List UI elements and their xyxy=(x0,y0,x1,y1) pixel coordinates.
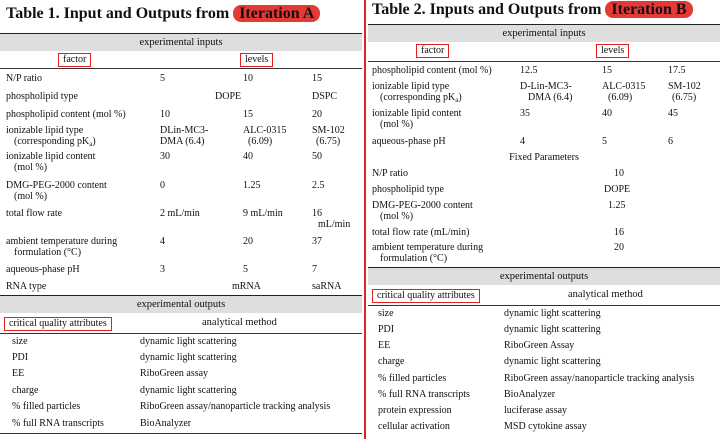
value-cell: DOPE xyxy=(604,184,631,195)
level-cell: 10 xyxy=(160,109,170,120)
level-cell: DLin-MC3- xyxy=(160,125,209,136)
level-cell: DOPE xyxy=(215,91,242,102)
method-cell: dynamic light scattering xyxy=(140,385,237,396)
level-cell-line2: DMA (6.4) xyxy=(528,92,573,103)
level-cell: 4 xyxy=(520,136,525,147)
method-cell: dynamic light scattering xyxy=(140,336,237,347)
method-cell: dynamic light scattering xyxy=(504,324,601,335)
method-cell: BioAnalyzer xyxy=(504,389,556,400)
attr-cell: % full RNA transcripts xyxy=(12,418,104,429)
inputs-header: experimental inputs xyxy=(502,28,586,39)
iteration-b-badge: Iteration B xyxy=(605,1,692,18)
method-cell: MSD cytokine assay xyxy=(504,421,587,432)
level-cell: 15 xyxy=(243,109,253,120)
level-cell: 40 xyxy=(243,151,253,162)
attr-cell: PDI xyxy=(12,352,29,363)
level-cell: 16 xyxy=(312,208,322,219)
attr-cell: protein expression xyxy=(378,405,452,416)
method-cell: RiboGreen assay/nanoparticle tracking analysis xyxy=(140,401,331,412)
level-cell: SM-102 xyxy=(312,125,345,136)
level-cell: 0 xyxy=(160,180,165,191)
factor-cell: ionizable lipid content xyxy=(372,108,462,119)
level-cell: mRNA xyxy=(232,281,261,292)
level-cell: 37 xyxy=(312,236,322,247)
factor-cell: aqueous-phase pH xyxy=(6,264,80,275)
inputs-header: experimental inputs xyxy=(139,37,223,48)
level-cell: 15 xyxy=(312,73,322,84)
table-1-title xyxy=(6,5,320,23)
level-cell: DSPC xyxy=(312,91,338,102)
attr-cell: cellular activation xyxy=(378,421,450,432)
level-cell-line2: mL/min xyxy=(318,219,351,230)
method-header: analytical method xyxy=(568,289,643,300)
attr-cell: % filled particles xyxy=(378,373,447,384)
level-cell: 2 mL/min xyxy=(160,208,200,219)
levels-header: levels xyxy=(240,53,273,67)
factor-cell-line2: (mol %) xyxy=(14,191,48,202)
attr-cell: % filled particles xyxy=(12,401,81,412)
level-cell: 9 mL/min xyxy=(243,208,283,219)
levels-header: levels xyxy=(596,44,629,58)
factor-cell: ionizable lipid type xyxy=(372,81,450,92)
level-cell: 50 xyxy=(312,151,322,162)
value-cell: 16 xyxy=(614,227,624,238)
factor-cell: ionizable lipid type xyxy=(6,125,84,136)
attr-cell: EE xyxy=(12,368,25,379)
method-cell: RiboGreen assay/nanoparticle tracking analysis xyxy=(504,373,695,384)
factor-cell: DMG-PEG-2000 content xyxy=(6,180,107,191)
table-2-panel xyxy=(368,0,720,439)
level-cell: ALC-0315 xyxy=(602,81,646,92)
value-cell: 20 xyxy=(614,242,624,253)
factor-cell: RNA type xyxy=(6,281,47,292)
outputs-header: experimental outputs xyxy=(499,271,589,282)
outputs-header: experimental outputs xyxy=(136,299,226,310)
panel-divider xyxy=(364,0,366,439)
value-cell: 1.25 xyxy=(608,200,626,211)
level-cell: 45 xyxy=(668,108,678,119)
iteration-a-badge: Iteration A xyxy=(233,5,320,22)
outputs-rule xyxy=(0,333,362,334)
factor-cell: total flow rate (mL/min) xyxy=(372,227,470,238)
level-cell: 10 xyxy=(243,73,253,84)
level-cell: saRNA xyxy=(312,281,342,292)
level-cell-line2: DMA (6.4) xyxy=(160,136,205,147)
factor-cell: phospholipid type xyxy=(6,91,78,102)
table-1-bottom-rule xyxy=(0,433,362,434)
header-rule xyxy=(0,68,362,69)
cqa-header: critical quality attributes xyxy=(4,317,112,331)
attr-cell: % full RNA transcripts xyxy=(378,389,470,400)
level-cell: SM-102 xyxy=(668,81,701,92)
value-cell: 10 xyxy=(614,168,624,179)
table-2-title xyxy=(372,1,693,19)
factor-cell: phospholipid type xyxy=(372,184,444,195)
level-cell: 2.5 xyxy=(312,180,325,191)
level-cell: 5 xyxy=(160,73,165,84)
factor-cell-line2: (corresponding $pK_a$) xyxy=(380,92,462,104)
level-cell: 7 xyxy=(312,264,317,275)
inputs-band xyxy=(0,33,362,51)
method-cell: dynamic light scattering xyxy=(140,352,237,363)
method-cell: BioAnalyzer xyxy=(140,418,192,429)
level-cell: 6 xyxy=(668,136,673,147)
attr-cell: charge xyxy=(378,356,405,367)
level-cell: ALC-0315 xyxy=(243,125,287,136)
method-header: analytical method xyxy=(202,317,277,328)
level-cell: 12.5 xyxy=(520,65,538,76)
factor-cell: ionizable lipid content xyxy=(6,151,96,162)
attr-cell: EE xyxy=(378,340,391,351)
level-cell: 3 xyxy=(160,264,165,275)
factor-cell-line2: (mol %) xyxy=(380,119,414,130)
method-cell: RiboGreen assay xyxy=(140,368,209,379)
attr-cell: charge xyxy=(12,385,39,396)
factor-header: factor xyxy=(58,53,91,67)
method-cell: dynamic light scattering xyxy=(504,308,601,319)
table-2-title-text: Table 2. Inputs and Outputs from xyxy=(372,1,602,18)
level-cell: 15 xyxy=(602,65,612,76)
table-1-title-text: Table 1. Input and Outputs from xyxy=(6,5,230,22)
level-cell: 17.5 xyxy=(668,65,686,76)
level-cell: 20 xyxy=(243,236,253,247)
inputs-band xyxy=(368,24,720,42)
method-cell: dynamic light scattering xyxy=(504,356,601,367)
level-cell: 4 xyxy=(160,236,165,247)
attr-cell: size xyxy=(378,308,394,319)
level-cell-line2: (6.09) xyxy=(608,92,633,103)
level-cell: 40 xyxy=(602,108,612,119)
level-cell-line2: (6.09) xyxy=(248,136,273,147)
factor-cell: phospholipid content (mol %) xyxy=(372,65,492,76)
attr-cell: PDI xyxy=(378,324,395,335)
header-rule xyxy=(368,61,720,62)
factor-cell-line2: (corresponding $pK_a$) xyxy=(14,136,96,148)
level-cell: 5 xyxy=(243,264,248,275)
fixed-params-header xyxy=(368,152,720,164)
factor-cell: N/P ratio xyxy=(6,73,43,84)
factor-cell-line2: (mol %) xyxy=(380,211,414,222)
factor-cell: total flow rate xyxy=(6,208,63,219)
level-cell: 30 xyxy=(160,151,170,162)
factor-cell: ambient temperature during xyxy=(372,242,484,253)
outputs-band xyxy=(0,295,362,313)
cqa-header: critical quality attributes xyxy=(372,289,480,303)
outputs-band xyxy=(368,267,720,285)
level-cell: 5 xyxy=(602,136,607,147)
factor-cell-line2: formulation (°C) xyxy=(380,253,448,264)
factor-cell: N/P ratio xyxy=(372,168,409,179)
factor-cell: ambient temperature during xyxy=(6,236,118,247)
factor-cell-line2: formulation (°C) xyxy=(14,247,82,258)
factor-cell: aqueous-phase pH xyxy=(372,136,446,147)
attr-cell: size xyxy=(12,336,28,347)
method-cell: RiboGreen Assay xyxy=(504,340,575,351)
factor-cell: DMG-PEG-2000 content xyxy=(372,200,473,211)
fixed-params-label: Fixed Parameters xyxy=(509,152,579,163)
level-cell-line2: (6.75) xyxy=(316,136,341,147)
factor-cell-line2: (mol %) xyxy=(14,162,48,173)
level-cell: 35 xyxy=(520,108,530,119)
level-cell: D-Lin-MC3- xyxy=(520,81,572,92)
factor-cell: phospholipid content (mol %) xyxy=(6,109,126,120)
level-cell-line2: (6.75) xyxy=(672,92,697,103)
method-cell: luciferase assay xyxy=(504,405,568,416)
outputs-rule xyxy=(368,305,720,306)
level-cell: 20 xyxy=(312,109,322,120)
factor-header: factor xyxy=(416,44,449,58)
level-cell: 1.25 xyxy=(243,180,261,191)
